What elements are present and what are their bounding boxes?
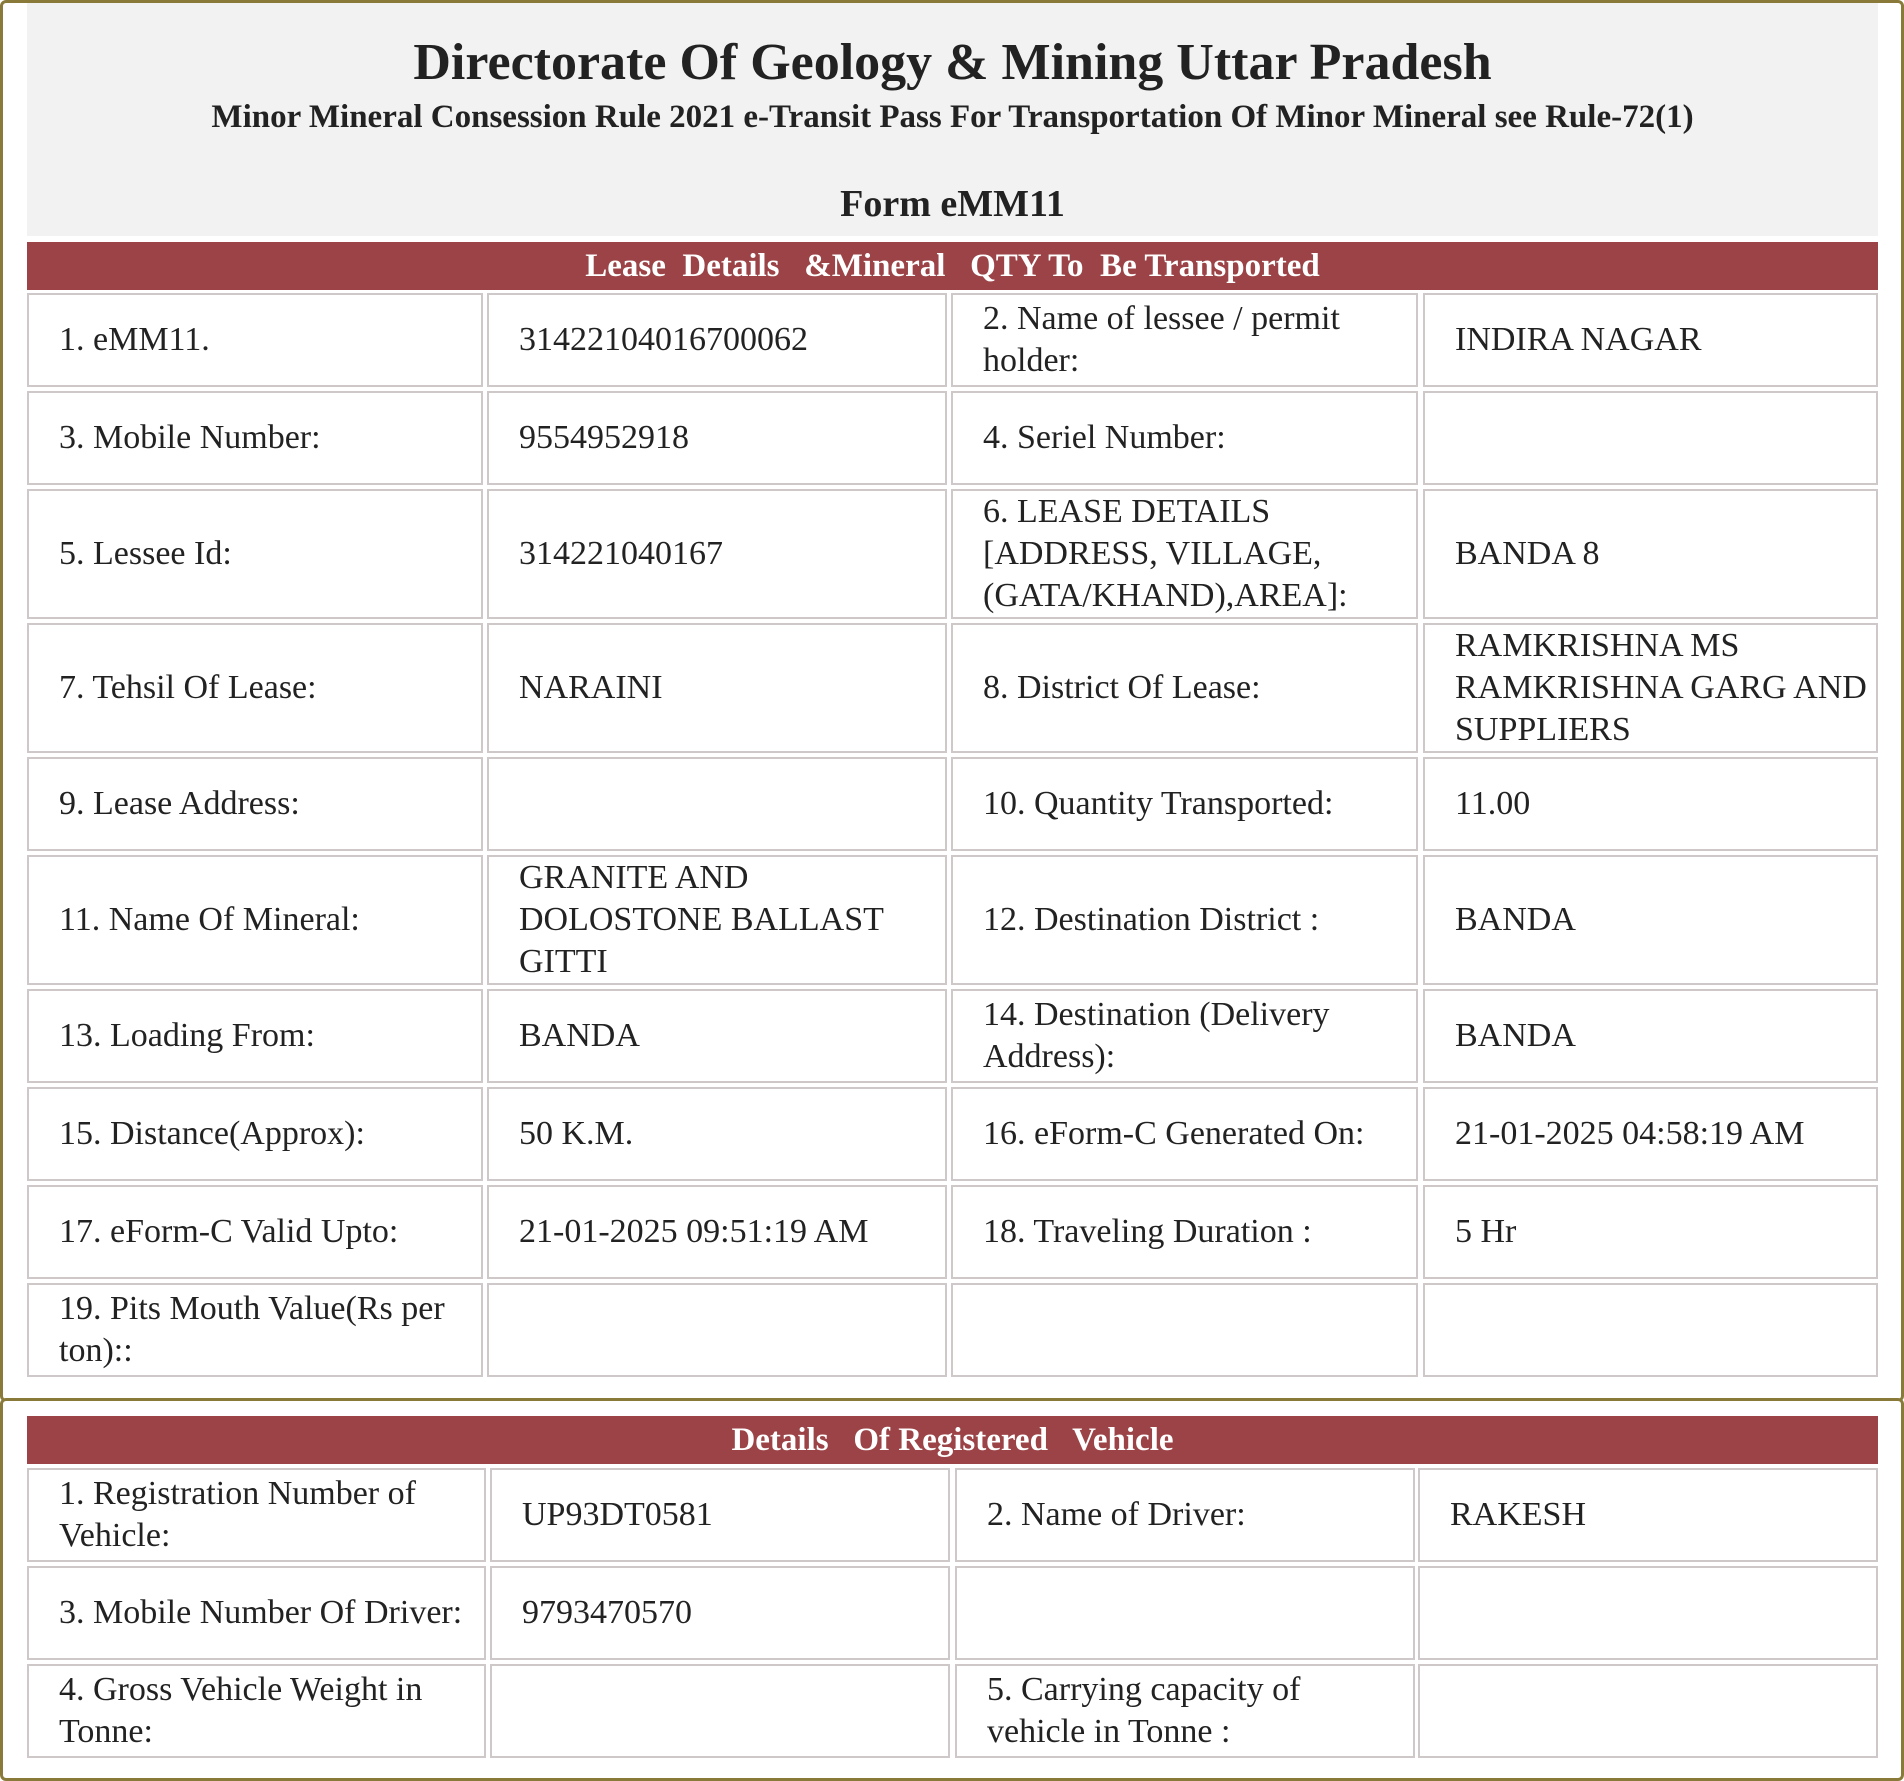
field-label: 15. Distance(Approx):: [59, 1115, 365, 1152]
lease-row-2-label-a: [27, 391, 483, 485]
field-label: 10. Quantity Transported:: [983, 785, 1334, 822]
lease-row-10-label-a: [27, 1283, 483, 1377]
field-label: 3. Mobile Number Of Driver:: [59, 1594, 463, 1631]
field-value: NARAINI: [519, 669, 663, 706]
vehicle-row-1-value-a: [490, 1468, 950, 1562]
lease-row-10-value-b: [1423, 1283, 1878, 1377]
field-label: 2. Name of lessee / permit holder:: [983, 300, 1340, 379]
vehicle-row-3-label-b: [955, 1664, 1415, 1758]
lease-row-6-value-a: [487, 855, 947, 985]
lease-row-4-value-a: [487, 623, 947, 753]
field-label: 11. Name Of Mineral:: [59, 901, 360, 938]
vehicle-row-2-label-b: [955, 1566, 1415, 1660]
field-label: 5. Carrying capacity of vehicle in Tonne :: [987, 1671, 1301, 1750]
lease-row-8-label-b: [951, 1087, 1418, 1181]
field-label: 3. Mobile Number:: [59, 419, 321, 456]
lease-row-8-label-a: [27, 1087, 483, 1181]
field-value: INDIRA NAGAR: [1455, 321, 1702, 358]
lease-row-3-value-b: [1423, 489, 1878, 619]
field-label: 19. Pits Mouth Value(Rs per ton)::: [59, 1290, 445, 1369]
vehicle-row-1-value-b: [1418, 1468, 1878, 1562]
field-label: 2. Name of Driver:: [987, 1496, 1246, 1533]
lease-row-9-label-b: [951, 1185, 1418, 1279]
field-label: 1. eMM11.: [59, 321, 210, 358]
page-subtitle: Minor Mineral Consession Rule 2021 e-Transit Pass For Transportation Of Minor Mineral see Rule-72(1): [211, 99, 1694, 135]
document-header: [27, 3, 1878, 236]
lease-row-3-label-b: [951, 489, 1418, 619]
vehicle-row-2-value-a: [490, 1566, 950, 1660]
field-label: 16. eForm-C Generated On:: [983, 1115, 1365, 1152]
field-value: BANDA: [519, 1017, 640, 1054]
lease-row-6-label-a: [27, 855, 483, 985]
lease-row-8-value-b: [1423, 1087, 1878, 1181]
field-label: 18. Traveling Duration :: [983, 1213, 1312, 1250]
lease-row-1-value-a: [487, 293, 947, 387]
lease-row-7-value-b: [1423, 989, 1878, 1083]
vehicle-row-1-label-b: [955, 1468, 1415, 1562]
field-value: 9554952918: [519, 419, 689, 456]
lease-row-6-label-b: [951, 855, 1418, 985]
lease-row-8-value-a: [487, 1087, 947, 1181]
lease-row-1-label-b: [951, 293, 1418, 387]
vehicle-section-heading: Details Of Registered Vehicle: [27, 1416, 1878, 1464]
lease-row-1-label-a: [27, 293, 483, 387]
field-label: 8. District Of Lease:: [983, 669, 1261, 706]
lease-section-heading: Lease Details &Mineral QTY To Be Transported: [27, 242, 1878, 290]
field-label: 13. Loading From:: [59, 1017, 315, 1054]
lease-row-9-value-a: [487, 1185, 947, 1279]
field-label: 6. LEASE DETAILS [ADDRESS, VILLAGE,(GATA/KHAND),AREA]:: [983, 493, 1348, 614]
lease-row-7-value-a: [487, 989, 947, 1083]
field-value: GRANITE AND DOLOSTONE BALLAST GITTI: [519, 859, 884, 980]
page-title: Directorate Of Geology & Mining Uttar Pradesh: [413, 34, 1492, 91]
field-value: RAMKRISHNA MS RAMKRISHNA GARG AND SUPPLIERS: [1455, 627, 1867, 748]
vehicle-row-2-label-a: [27, 1566, 486, 1660]
field-label: 4. Seriel Number:: [983, 419, 1226, 456]
field-label: 7. Tehsil Of Lease:: [59, 669, 317, 706]
field-value: 5 Hr: [1455, 1213, 1517, 1250]
field-value: 21-01-2025 04:58:19 AM: [1455, 1115, 1805, 1152]
lease-row-1-value-b: [1423, 293, 1878, 387]
field-value: 11.00: [1455, 785, 1531, 822]
field-label: 17. eForm-C Valid Upto:: [59, 1213, 399, 1250]
field-value: 50 K.M.: [519, 1115, 634, 1152]
lease-row-2-label-b: [951, 391, 1418, 485]
field-label: 14. Destination (Delivery Address):: [983, 996, 1330, 1075]
lease-row-10-label-b: [951, 1283, 1418, 1377]
lease-row-4-label-a: [27, 623, 483, 753]
lease-row-6-value-b: [1423, 855, 1878, 985]
field-value: 9793470570: [522, 1594, 692, 1631]
lease-row-4-label-b: [951, 623, 1418, 753]
lease-row-4-value-b: [1423, 623, 1878, 753]
lease-row-7-label-b: [951, 989, 1418, 1083]
lease-row-10-value-a: [487, 1283, 947, 1377]
field-value: BANDA 8: [1455, 535, 1600, 572]
field-label: 9. Lease Address:: [59, 785, 300, 822]
lease-row-9-value-b: [1423, 1185, 1878, 1279]
field-value: 21-01-2025 09:51:19 AM: [519, 1213, 869, 1250]
lease-row-5-value-a: [487, 757, 947, 851]
field-label: 1. Registration Number of Vehicle:: [59, 1475, 416, 1554]
field-value: 31422104016700062: [519, 321, 808, 358]
vehicle-row-2-value-b: [1418, 1566, 1878, 1660]
vehicle-row-1-label-a: [27, 1468, 486, 1562]
lease-row-5-label-a: [27, 757, 483, 851]
form-name: Form eMM11: [840, 183, 1065, 225]
field-value: RAKESH: [1450, 1496, 1587, 1533]
lease-row-3-value-a: [487, 489, 947, 619]
lease-row-2-value-a: [487, 391, 947, 485]
lease-row-3-label-a: [27, 489, 483, 619]
field-label: 4. Gross Vehicle Weight in Tonne:: [59, 1671, 423, 1750]
lease-row-7-label-a: [27, 989, 483, 1083]
field-value: BANDA: [1455, 901, 1576, 938]
vehicle-row-3-label-a: [27, 1664, 486, 1758]
lease-row-5-value-b: [1423, 757, 1878, 851]
field-value: BANDA: [1455, 1017, 1576, 1054]
field-label: 5. Lessee Id:: [59, 535, 232, 572]
lease-row-9-label-a: [27, 1185, 483, 1279]
field-value: 314221040167: [519, 535, 723, 572]
lease-row-2-value-b: [1423, 391, 1878, 485]
lease-row-5-label-b: [951, 757, 1418, 851]
vehicle-row-3-value-a: [490, 1664, 950, 1758]
vehicle-row-3-value-b: [1418, 1664, 1878, 1758]
field-value: UP93DT0581: [522, 1496, 713, 1533]
field-label: 12. Destination District :: [983, 901, 1320, 938]
